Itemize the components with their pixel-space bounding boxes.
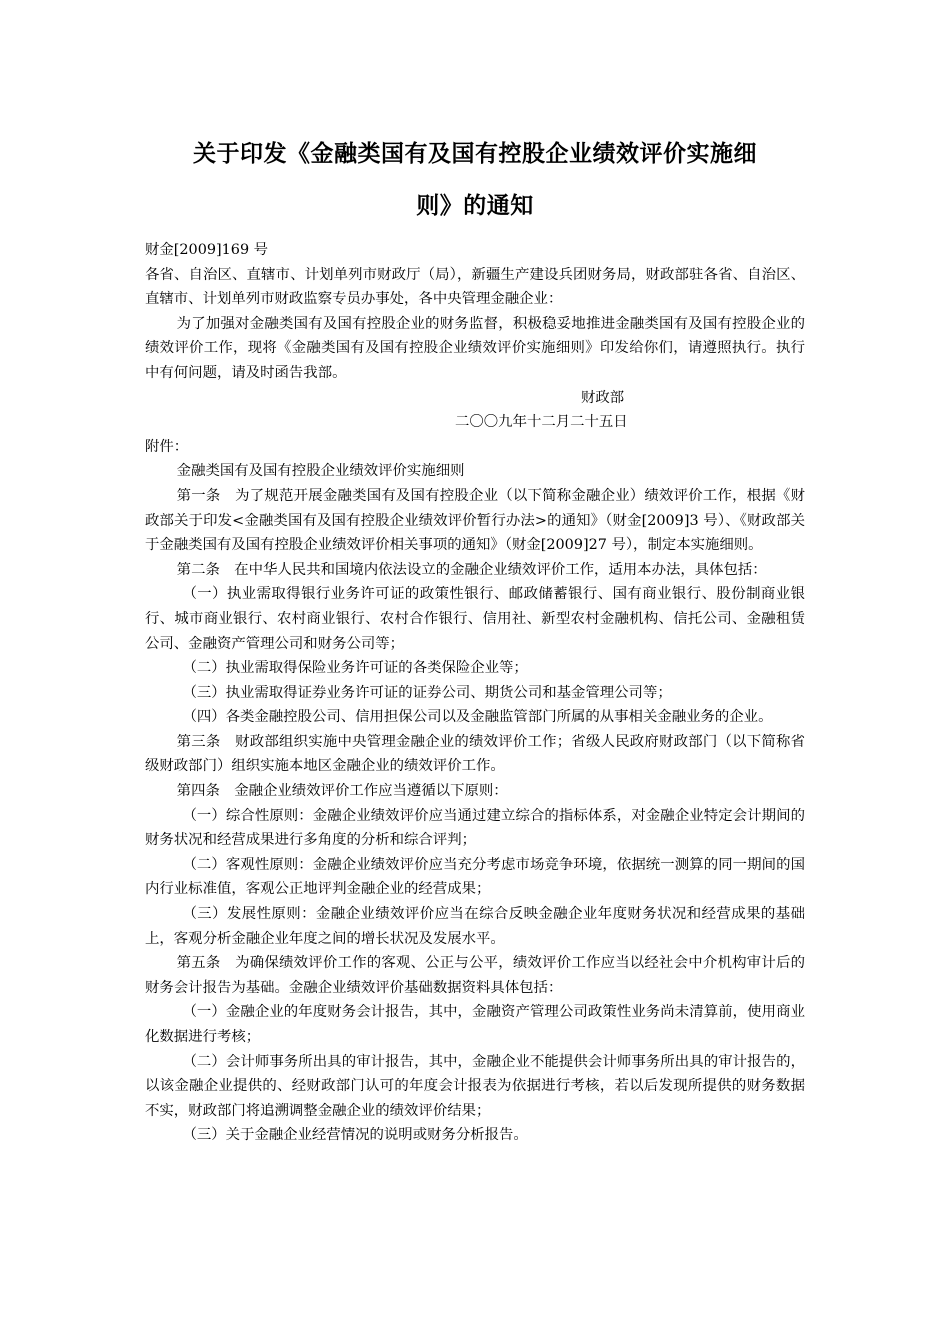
attachment-title: 金融类国有及国有控股企业绩效评价实施细则 [176,463,465,480]
article-2-item-4: （四）各类金融控股公司、信用担保公司以及金融监管部门所属的从事相关金融业务的企业。 [182,709,773,726]
article-1: 第一条 为了规范开展金融类国有及国有控股企业（以下简称金融企业）绩效评价工作，根据《财政部关于印发<金融类国有及国有控股企业绩效评价暂行办法>的通知》（财金[2009]3 号）、《财政部关于金融类国有及国有控股企业绩效评价相关事项的通知》（财金[2009]27 号），制定本实施细则。 [145,487,805,554]
article-4-item-1: （一）综合性原则：金融企业绩效评价应当通过建立综合的指标体系，对金融企业特定会计期间的财务状况和经营成果进行多角度的分析和综合评判； [145,807,805,849]
article-5: 第五条 为确保绩效评价工作的客观、公正与公平，绩效评价工作应当以经社会中介机构审计后的财务会计报告为基础。金融企业绩效评价基础数据资料具体包括： [145,955,805,996]
article-5-item-3: （三）关于金融企业经营情况的说明或财务分析报告。 [182,1127,528,1144]
document-title [145,128,805,232]
article-2: 第二条 在中华人民共和国境内依法设立的金融企业绩效评价工作，适用本办法，具体包括： [176,561,767,578]
article-5-item-2: （二）会计师事务所出具的审计报告，其中，金融企业不能提供会计师事务所出具的审计报告的，以该金融企业提供的、经财政部门认可的年度会计报表为依据进行考核，若以后发现所提供的财务数据不实，财政部门将追溯调整金融企业的绩效评价结果； [145,1053,805,1119]
signer: 财政部 [581,389,625,406]
doc-number: 财金[2009]169 号 [145,242,269,258]
article-3: 第三条 财政部组织实施中央管理金融企业的绩效评价工作；省级人民政府财政部门（以下简称省级财政部门）组织实施本地区金融企业的绩效评价工作。 [145,733,805,775]
document-page [145,128,805,1148]
intro-paragraph: 为了加强对金融类国有及国有控股企业的财务监督，积极稳妥地推进金融类国有及国有控股企业的绩效评价工作，现将《金融类国有及国有控股企业绩效评价实施细则》印发给你们，请遵照执行。执行中有何问题，请及时函告我部。 [145,315,805,381]
title-line-2: 则》的通知 [416,193,534,219]
document-body [145,238,805,1148]
issue-date: 二〇〇九年十二月二十五日 [455,414,628,431]
attachment-label: 附件： [145,438,189,455]
article-4: 第四条 金融企业绩效评价工作应当遵循以下原则： [176,783,508,800]
article-5-item-1: （一）金融企业的年度财务会计报告，其中，金融资产管理公司政策性业务尚未清算前，使用商业化数据进行考核； [145,1004,805,1045]
article-2-item-2: （二）执业需取得保险业务许可证的各类保险企业等； [182,660,528,677]
article-2-item-1: （一）执业需取得银行业务许可证的政策性银行、邮政储蓄银行、国有商业银行、股份制商业银行、城市商业银行、农村商业银行、农村合作银行、信用社、新型农村金融机构、信托公司、金融租赁公司、金融资产管理公司和财务公司等； [145,586,805,652]
recipients: 各省、自治区、直辖市、计划单列市财政厅（局），新疆生产建设兵团财务局，财政部驻各省、自治区、直辖市、计划单列市财政监察专员办事处，各中央管理金融企业： [145,266,805,308]
article-2-item-3: （三）执业需取得证券业务许可证的证券公司、期货公司和基金管理公司等； [182,684,672,701]
title-line-1: 关于印发《金融类国有及国有控股企业绩效评价实施细 [193,141,757,167]
article-4-item-3: （三）发展性原则：金融企业绩效评价应当在综合反映金融企业年度财务状况和经营成果的基础上，客观分析金融企业年度之间的增长状况及发展水平。 [145,906,805,947]
article-4-item-2: （二）客观性原则：金融企业绩效评价应当充分考虑市场竞争环境，依据统一测算的同一期间的国内行业标准值，客观公正地评判金融企业的经营成果； [145,856,805,898]
